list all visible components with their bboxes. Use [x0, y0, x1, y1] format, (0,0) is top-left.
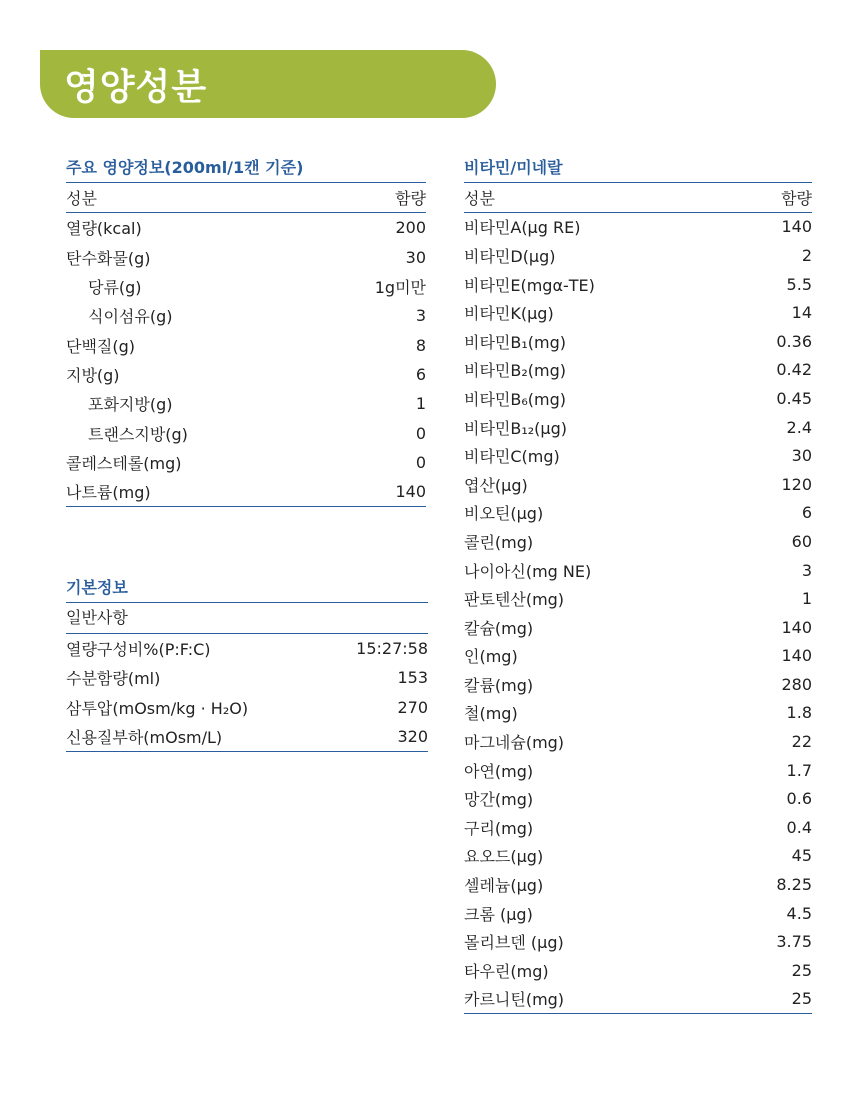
- table-row: [464, 613, 812, 642]
- row-label: 인(mg): [464, 647, 518, 667]
- row-value: 0: [415, 452, 426, 472]
- table-row: [66, 634, 428, 663]
- row-label: 엽산(μg): [464, 475, 528, 495]
- table-row: [464, 413, 812, 442]
- header-value: 함량: [395, 189, 426, 209]
- row-value: 6: [801, 503, 812, 523]
- row-value: 200: [395, 218, 426, 238]
- row-value: 14: [791, 303, 812, 323]
- table-row: [464, 985, 812, 1014]
- row-value: 5.5: [786, 274, 812, 294]
- header-label: 성분: [464, 188, 495, 208]
- basic-info-title: 기본정보: [66, 576, 428, 603]
- table-row: [464, 298, 812, 327]
- row-value: 6: [415, 364, 426, 384]
- row-value: 25: [791, 989, 812, 1009]
- table-row: [464, 499, 812, 528]
- row-value: 4.5: [786, 903, 812, 923]
- basic-info-header: 일반사항: [66, 603, 428, 634]
- table-bottom-rule: [66, 751, 428, 752]
- table-row: [66, 301, 426, 330]
- row-label: 칼슘(mg): [464, 618, 534, 638]
- row-label: 비타민K(μg): [464, 304, 554, 324]
- header-value: 함량: [781, 188, 812, 208]
- table-row: [464, 670, 812, 699]
- row-label: 비타민B₁(mg): [464, 332, 566, 352]
- row-value: 0.42: [776, 360, 812, 380]
- row-label: 식이섬유(g): [88, 307, 173, 327]
- table-row: [66, 693, 428, 722]
- row-label: 삼투압(mOsm/kg · H₂O): [66, 698, 249, 718]
- row-value: 45: [791, 846, 812, 866]
- table-bottom-rule: [66, 506, 426, 507]
- row-value: 8.25: [776, 875, 812, 895]
- table-row: [66, 448, 426, 477]
- vitamin-mineral-section: [464, 156, 812, 1014]
- row-label: 몰리브덴 (μg): [464, 933, 564, 953]
- table-row: [464, 213, 812, 242]
- row-label: 비타민B₆(mg): [464, 389, 566, 409]
- row-value: 15:27:58: [356, 639, 428, 659]
- row-value: 0.6: [786, 789, 812, 809]
- table-header: [464, 183, 812, 213]
- table-row: [464, 642, 812, 671]
- table-row: [464, 784, 812, 813]
- table-row: [464, 727, 812, 756]
- table-row: [464, 899, 812, 928]
- row-value: 1.7: [786, 760, 812, 780]
- vitamin-mineral-rows: [464, 213, 812, 1014]
- row-value: 8: [415, 335, 426, 355]
- main-nutrition-rows: [66, 213, 426, 506]
- table-row: [464, 241, 812, 270]
- section-banner: [40, 50, 496, 118]
- table-row: [464, 356, 812, 385]
- row-value: 140: [395, 482, 426, 502]
- row-label: 콜린(mg): [464, 532, 534, 552]
- table-row: [464, 956, 812, 985]
- table-row: [464, 527, 812, 556]
- row-label: 아연(mg): [464, 761, 534, 781]
- table-row: [464, 699, 812, 728]
- row-value: 30: [405, 247, 426, 267]
- row-label: 비타민B₂(mg): [464, 361, 566, 381]
- table-row: [66, 477, 426, 506]
- table-row: [464, 870, 812, 899]
- table-row: [464, 470, 812, 499]
- table-row: [66, 722, 428, 751]
- row-label: 단백질(g): [66, 336, 136, 356]
- row-value: 140: [781, 217, 812, 237]
- row-label: 신용질부하(mOsm/L): [66, 728, 223, 748]
- row-label: 타우린(mg): [464, 961, 549, 981]
- table-row: [66, 272, 426, 301]
- row-value: 3: [415, 306, 426, 326]
- main-nutrition-title: 주요 영양정보(200ml/1캔 기준): [66, 156, 426, 183]
- row-label: 나트륨(mg): [66, 483, 151, 503]
- row-label: 탄수화물(g): [66, 248, 151, 268]
- table-row: [464, 441, 812, 470]
- table-row: [66, 330, 426, 359]
- table-row: [464, 927, 812, 956]
- basic-info-rows: [66, 634, 428, 751]
- row-label: 당류(g): [88, 278, 142, 298]
- row-value: 30: [791, 446, 812, 466]
- row-value: 120: [781, 474, 812, 494]
- row-label: 지방(g): [66, 365, 120, 385]
- row-label: 셀레늄(μg): [464, 876, 544, 896]
- row-value: 1g미만: [374, 278, 426, 298]
- row-label: 판토텐산(mg): [464, 590, 565, 610]
- row-label: 비타민B₁₂(μg): [464, 418, 567, 438]
- row-label: 콜레스테롤(mg): [66, 453, 182, 473]
- table-bottom-rule: [464, 1013, 812, 1014]
- table-row: [464, 384, 812, 413]
- header-label: 성분: [66, 189, 97, 209]
- row-value: 140: [781, 617, 812, 637]
- row-label: 열량구성비%(P:F:C): [66, 640, 211, 660]
- row-value: 280: [781, 674, 812, 694]
- row-label: 요오드(μg): [464, 847, 544, 867]
- row-label: 열량(kcal): [66, 219, 142, 239]
- row-label: 수분함량(ml): [66, 669, 161, 689]
- row-value: 1: [801, 589, 812, 609]
- table-row: [66, 213, 426, 242]
- vitamin-mineral-title: 비타민/미네랄: [464, 156, 812, 183]
- row-value: 60: [791, 531, 812, 551]
- row-value: 0.4: [786, 817, 812, 837]
- table-row: [66, 360, 426, 389]
- row-value: 270: [397, 697, 428, 717]
- table-row: [66, 663, 428, 692]
- table-row: [464, 842, 812, 871]
- table-row: [464, 813, 812, 842]
- row-label: 트랜스지방(g): [88, 424, 188, 444]
- row-value: 153: [397, 668, 428, 688]
- basic-info-section: [66, 576, 428, 752]
- row-value: 0: [415, 423, 426, 443]
- row-label: 비타민C(mg): [464, 447, 560, 467]
- table-row: [464, 270, 812, 299]
- row-label: 크롬 (μg): [464, 904, 533, 924]
- row-value: 2.4: [786, 417, 812, 437]
- row-value: 25: [791, 960, 812, 980]
- row-label: 망간(mg): [464, 790, 534, 810]
- table-row: [464, 584, 812, 613]
- row-label: 철(mg): [464, 704, 518, 724]
- row-value: 1.8: [786, 703, 812, 723]
- table-header: [66, 183, 426, 213]
- row-label: 마그네슘(mg): [464, 733, 565, 753]
- row-label: 비오틴(μg): [464, 504, 544, 524]
- row-label: 포화지방(g): [88, 395, 173, 415]
- row-value: 140: [781, 646, 812, 666]
- row-label: 비타민D(μg): [464, 246, 556, 266]
- row-label: 칼륨(mg): [464, 675, 534, 695]
- table-row: [464, 556, 812, 585]
- row-value: 3: [801, 560, 812, 580]
- row-label: 카르니틴(mg): [464, 990, 565, 1010]
- table-row: [66, 418, 426, 447]
- table-row: [66, 243, 426, 272]
- row-label: 비타민A(μg RE): [464, 218, 581, 238]
- table-row: [464, 327, 812, 356]
- row-value: 0.45: [776, 388, 812, 408]
- row-value: 22: [791, 732, 812, 752]
- row-label: 구리(mg): [464, 818, 534, 838]
- row-value: 2: [801, 245, 812, 265]
- row-value: 1: [415, 394, 426, 414]
- main-nutrition-section: [66, 156, 426, 507]
- table-row: [66, 389, 426, 418]
- row-label: 비타민E(mgα-TE): [464, 275, 595, 295]
- banner-title: 영양성분: [64, 66, 208, 108]
- row-value: 320: [397, 727, 428, 747]
- row-value: 0.36: [776, 331, 812, 351]
- table-row: [464, 756, 812, 785]
- row-value: 3.75: [776, 932, 812, 952]
- row-label: 나이아신(mg NE): [464, 561, 592, 581]
